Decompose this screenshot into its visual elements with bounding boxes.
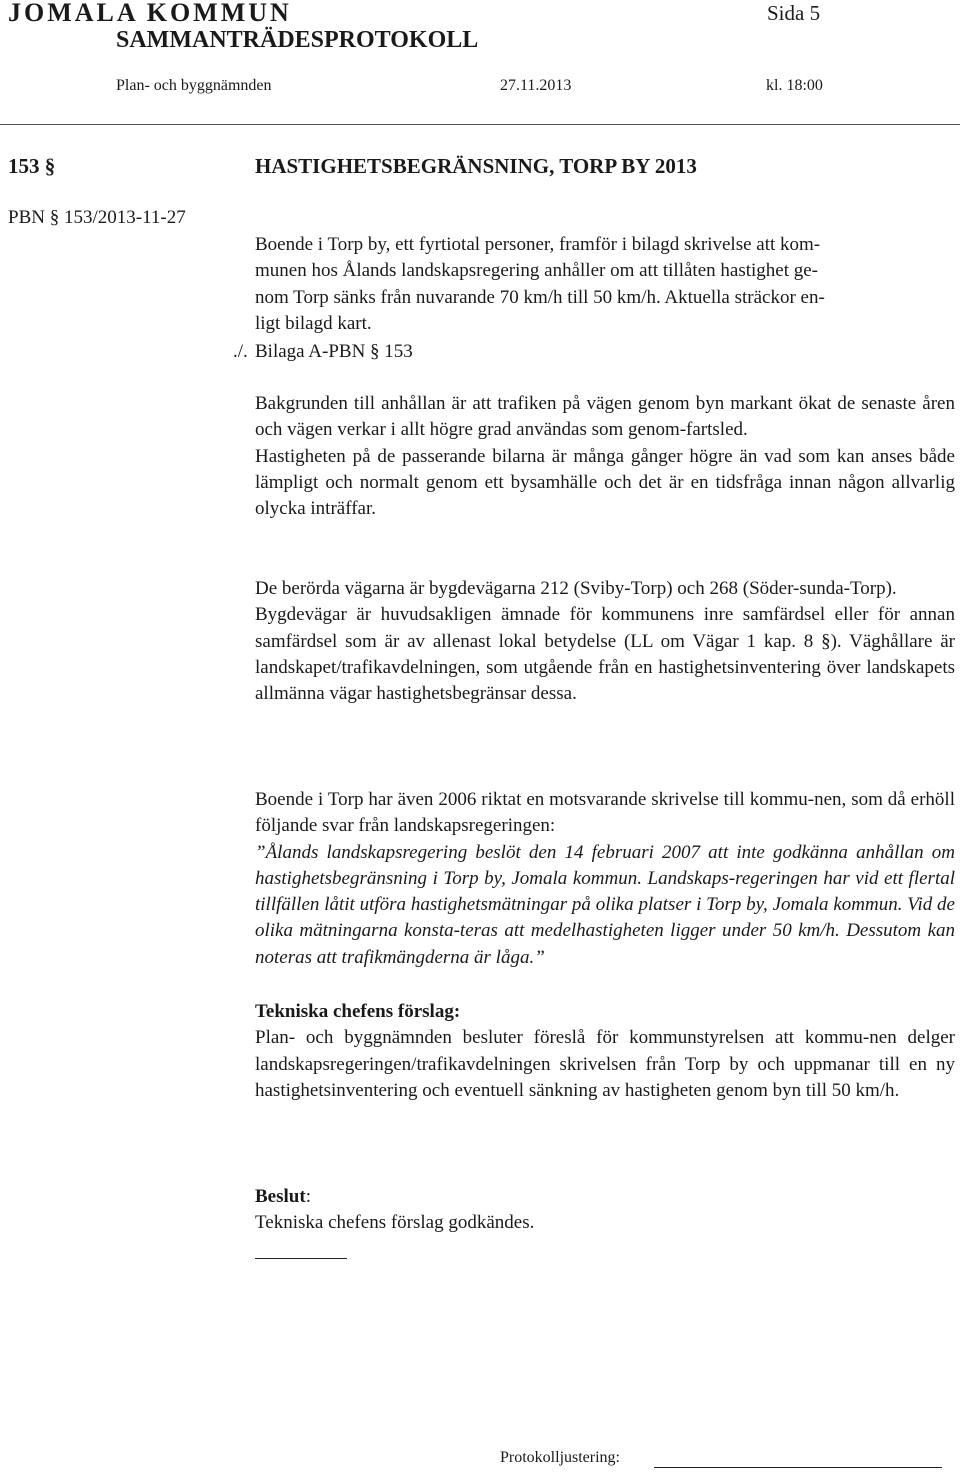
- meeting-time: kl. 18:00: [766, 77, 823, 94]
- attachment-mark: ./.: [233, 341, 248, 362]
- proposal-text: Plan- och byggnämnden besluter föreslå för kommunstyrelsen att kommu-nen delger landskapsregeringen/trafikavdelningen skrivelsen från Torp by och uppmanar till en ny hastighetsinventering och eventuell sänkning av hastigheten genom byn till 50 km/h.: [255, 1027, 955, 1101]
- page-number: Sida 5: [767, 1, 821, 25]
- intro-line: nom Torp sänks från nuvarande 70 km/h till 50 km/h. Aktuella sträckor en-: [255, 286, 825, 308]
- protocol-title: SAMMANTRÄDESPROTOKOLL: [116, 27, 479, 53]
- proposal-heading: Tekniska chefens förslag:: [255, 1001, 461, 1022]
- meeting-date: 27.11.2013: [500, 77, 572, 94]
- intro-line: Boende i Torp by, ett fyrtiotal personer, framför i bilagd skrivelse att kom-: [255, 234, 821, 255]
- roads-paragraph-2: Bygdevägar är huvudsakligen ämnade för kommunens inre samfärdsel eller för annan samfärdsel som är av allenast lokal betydelse (LL om Vägar 1 kap. 8 §). Väghållare är landskapet/trafikavdelningen, som utgående från en hastighetsinventering över landskapets allmänna vägar hastighetsbegränsar dessa.: [255, 604, 955, 705]
- background-block: [255, 391, 955, 522]
- intro-line: ligt bilagd kart.: [255, 312, 372, 334]
- signature-line: [654, 1467, 942, 1468]
- earlier-request-paragraph: Boende i Torp har även 2006 riktat en motsvarande skrivelse till kommu-nen, som då erhöll följande svar från landskapsregeringen:: [255, 789, 955, 837]
- roads-paragraph-1: De berörda vägarna är bygdevägarna 212 (Sviby-Torp) och 268 (Söder-sunda-Torp).: [255, 578, 897, 599]
- section-title: HASTIGHETSBEGRÄNSNING, TORP BY 2013: [255, 154, 697, 178]
- roads-block: [255, 576, 955, 707]
- protocol-verification-label: Protokolljustering:: [500, 1449, 620, 1466]
- decision-text: Tekniska chefens förslag godkändes.: [255, 1212, 535, 1234]
- earlier-request-block: [255, 787, 955, 971]
- committee-name: Plan- och byggnämnden: [116, 77, 272, 94]
- decision-colon: :: [305, 1186, 311, 1207]
- decision-heading: Beslut: [255, 1186, 306, 1207]
- municipality-name: JOMALA KOMMUN: [8, 0, 292, 27]
- intro-line: munen hos Ålands landskapsregering anhåller om att tillåten hastighet ge-: [255, 260, 818, 282]
- background-paragraph-2: Hastigheten på de passerande bilarna är många gånger högre än vad som kan anses både lämpligt och normalt genom ett bysamhälle och det är en tidsfråga innan någon allvarlig olycka inträffar.: [255, 445, 955, 520]
- decision-block: [255, 1184, 955, 1237]
- intro-paragraph: [255, 232, 955, 337]
- section-number: 153 §: [8, 154, 56, 178]
- decision-end-line: [255, 1258, 347, 1259]
- header-divider: [0, 124, 960, 125]
- background-paragraph-1: Bakgrunden till anhållan är att trafiken på vägen genom byn markant ökat de senaste åren och vägen verkar i allt högre grad användas som genom-fartsled.: [255, 393, 955, 441]
- quoted-reply: ”Ålands landskapsregering beslöt den 14 februari 2007 att inte godkänna anhållan om hastighetsbegränsning i Torp by, Jomala kommun. Landskaps-regeringen har vid ett flertal tillfällen låtit utföra hastighetsmätningar på olika platser i Torp by, Jomala kommun. Vid de olika mätningarna konsta-teras att medelhastigheten ligger under 50 km/h. Dessutom kan noteras att trafikmängderna är låga.”: [255, 841, 955, 968]
- section-reference: PBN § 153/2013-11-27: [8, 207, 186, 228]
- proposal-block: [255, 999, 955, 1104]
- attachment-reference: Bilaga A-PBN § 153: [255, 341, 413, 362]
